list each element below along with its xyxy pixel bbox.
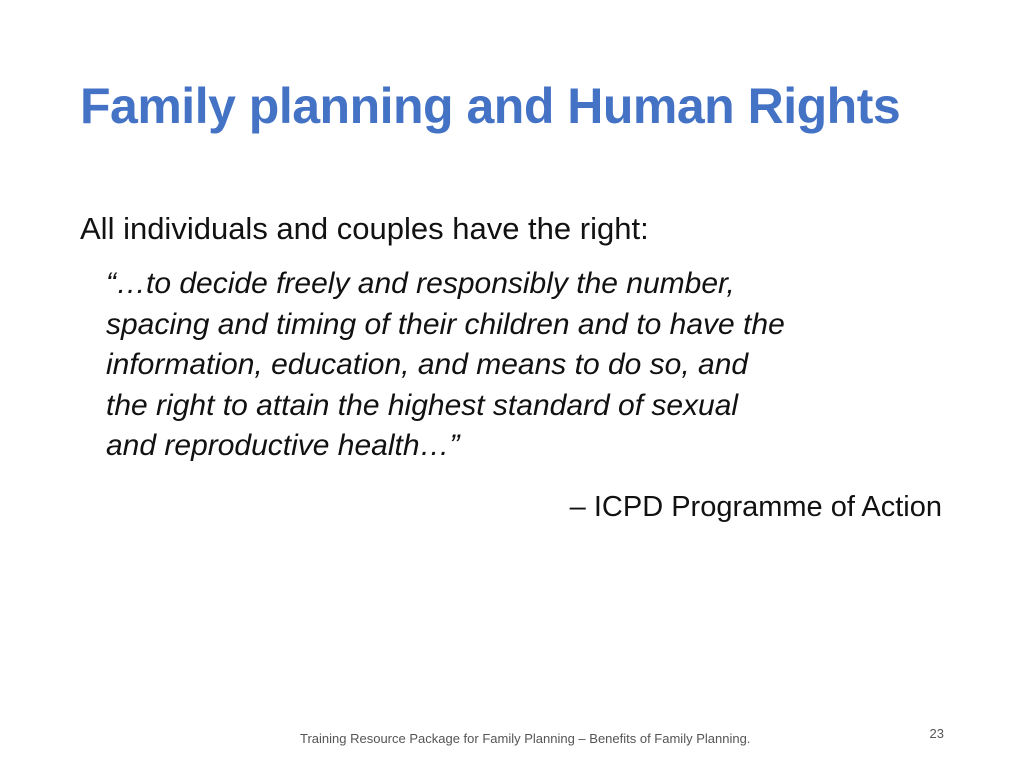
quote-line: spacing and timing of their children and to have the <box>106 307 785 341</box>
quote-line: the right to attain the highest standard of sexual <box>106 388 739 422</box>
quote-line: information, education, and means to do so, and <box>106 348 749 381</box>
quote-block <box>106 264 966 467</box>
quote-line: “…to decide freely and responsibly the number, <box>106 267 735 300</box>
page-number: 23 <box>929 726 944 741</box>
quote-attribution: – ICPD Programme of Action <box>569 491 942 523</box>
quote-line: and reproductive health…” <box>106 429 460 462</box>
slide-title: Family planning and Human Rights <box>80 78 901 134</box>
footer-text: Training Resource Package for Family Planning – Benefits of Family Planning. <box>300 731 751 746</box>
intro-text: All individuals and couples have the right: <box>80 211 649 246</box>
